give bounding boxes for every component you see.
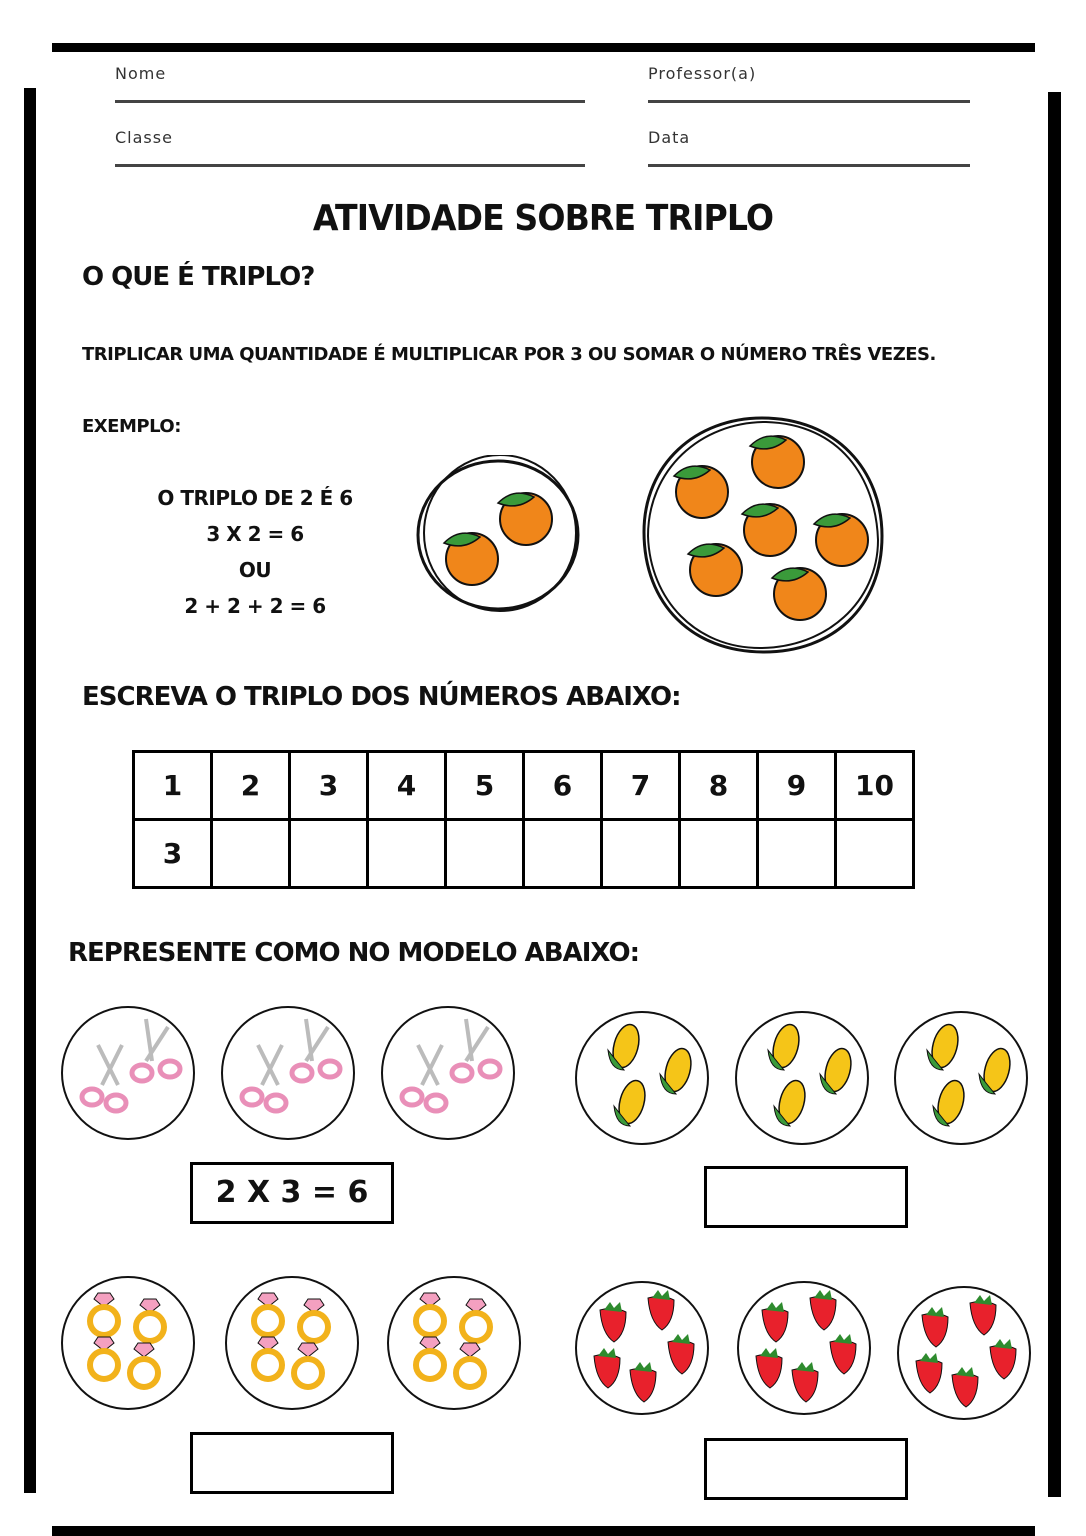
example-lines [150, 480, 360, 624]
definition-text: TRIPLICAR UMA QUANTIDADE É MULTIPLICAR POR 3 OU SOMAR O NÚMERO TRÊS VEZES. [82, 344, 936, 365]
left-border [24, 88, 36, 1493]
numbers-row [134, 752, 914, 820]
answer-cell[interactable] [290, 820, 368, 888]
question-heading: O QUE É TRIPLO? [82, 262, 315, 292]
orange-icon [814, 514, 868, 566]
plate-scissors-3 [380, 1005, 516, 1141]
plate-strawberries-1 [574, 1280, 710, 1416]
table-heading: ESCREVA O TRIPLO DOS NÚMEROS ABAIXO: [82, 682, 681, 712]
example-label: EXEMPLO: [82, 416, 181, 437]
rings-answer-box[interactable] [190, 1432, 394, 1494]
answers-row [134, 820, 914, 888]
answer-cell[interactable] [680, 820, 758, 888]
example-answer-box: 2 X 3 = 6 [190, 1162, 394, 1224]
orange-icon [674, 466, 728, 518]
orange-icon [750, 436, 804, 488]
number-cell: 7 [602, 752, 680, 820]
plate-rings-2 [224, 1275, 360, 1411]
answer-cell[interactable] [836, 820, 914, 888]
plate-scissors-1 [60, 1005, 196, 1141]
class-field[interactable] [115, 128, 585, 167]
orange-icon [444, 533, 498, 585]
answer-cell[interactable] [524, 820, 602, 888]
class-label: Classe [115, 128, 173, 147]
plate-rings-1 [60, 1275, 196, 1411]
example-line-1: O TRIPLO DE 2 É 6 [157, 486, 353, 510]
number-cell: 2 [212, 752, 290, 820]
name-field[interactable] [115, 64, 585, 103]
orange-icon [688, 544, 742, 596]
answer-cell[interactable] [446, 820, 524, 888]
number-cell: 9 [758, 752, 836, 820]
orange-icon [498, 493, 552, 545]
plate-rings-3 [386, 1275, 522, 1411]
number-cell: 1 [134, 752, 212, 820]
number-cell: 6 [524, 752, 602, 820]
corn-answer-box[interactable] [704, 1166, 908, 1228]
number-cell: 10 [836, 752, 914, 820]
plate-corn-3 [893, 1010, 1029, 1146]
name-label: Nome [115, 64, 167, 83]
triple-table [132, 750, 915, 889]
answer-cell[interactable] [212, 820, 290, 888]
plate-scissors-2 [220, 1005, 356, 1141]
answer-cell[interactable] [602, 820, 680, 888]
plate-two-oranges [412, 455, 587, 625]
number-cell: 3 [290, 752, 368, 820]
plate-strawberries-3 [896, 1285, 1032, 1421]
teacher-label: Professor(a) [648, 64, 757, 83]
strawberries-answer-box[interactable] [704, 1438, 908, 1500]
number-cell: 4 [368, 752, 446, 820]
top-border [52, 43, 1035, 52]
answer-cell[interactable]: 3 [134, 820, 212, 888]
page-title: ATIVIDADE SOBRE TRIPLO [312, 198, 774, 239]
represent-heading: REPRESENTE COMO NO MODELO ABAIXO: [68, 938, 640, 968]
example-line-2: 3 X 2 = 6 [206, 522, 304, 546]
number-cell: 8 [680, 752, 758, 820]
bottom-border [52, 1526, 1035, 1536]
orange-icon [742, 504, 796, 556]
date-field[interactable] [648, 128, 970, 167]
plate-corn-1 [574, 1010, 710, 1146]
teacher-field[interactable] [648, 64, 970, 103]
answer-cell[interactable] [368, 820, 446, 888]
plate-strawberries-2 [736, 1280, 872, 1416]
right-border [1048, 92, 1061, 1497]
plate-six-oranges [636, 412, 888, 660]
answer-cell[interactable] [758, 820, 836, 888]
example-line-4: 2 + 2 + 2 = 6 [184, 594, 326, 618]
plate-corn-2 [734, 1010, 870, 1146]
orange-icon [772, 568, 826, 620]
date-label: Data [648, 128, 691, 147]
number-cell: 5 [446, 752, 524, 820]
example-line-3: OU [238, 558, 272, 582]
